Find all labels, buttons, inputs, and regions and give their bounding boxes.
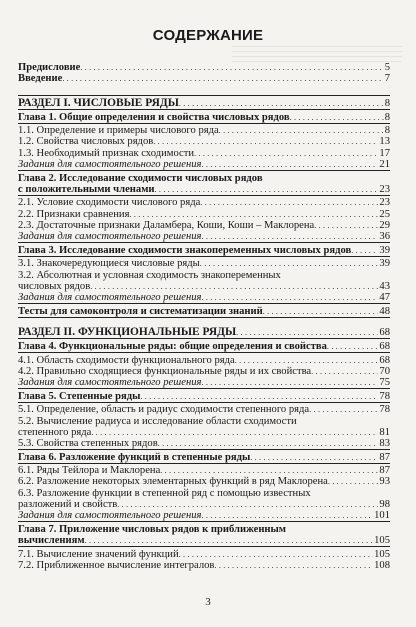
- divider: [18, 352, 390, 353]
- page-title: СОДЕРЖАНИЕ: [152, 27, 264, 44]
- bleed-through-text: [232, 42, 402, 62]
- toc-section-1[interactable]: РАЗДЕЛ I. ЧИСЛОВЫЕ РЯДЫ . . . 8: [18, 98, 390, 109]
- toc-item-5-3[interactable]: 5.3. Свойства степенных рядов . . . 83: [18, 438, 390, 449]
- toc-item-3-1[interactable]: 3.1. Знакочередующиеся числовые ряды . . . 39: [18, 258, 390, 269]
- divider: [18, 402, 390, 403]
- divider: [18, 109, 390, 110]
- toc-chapter-7[interactable]: Глава 7. Приложение числовых рядов к приближенным: [18, 523, 287, 535]
- toc-chapter-2-cont[interactable]: с положительными членами . . . 23: [18, 184, 390, 195]
- toc-chapter-3[interactable]: Глава 3. Исследование сходимости знакопеременных числовых рядов . . . 39: [18, 245, 390, 256]
- toc-chapter-6[interactable]: Глава 6. Разложение функций в степенные ряды . . . 87: [18, 452, 390, 463]
- toc-item-5-1[interactable]: 5.1. Определение, область и радиус сходимости степенного ряда . . . 78: [18, 404, 390, 415]
- toc-item-1-1[interactable]: 1.1. Определение и примеры числового ряда . . . 8: [18, 125, 390, 136]
- toc-item-6-3[interactable]: 6.3. Разложение функции в степенной ряд с помощью известных: [18, 487, 311, 499]
- toc-task-6[interactable]: Задания для самостоятельного решения . . . 101: [18, 510, 390, 521]
- toc-item-6-3-cont[interactable]: разложений и свойств . . . 98: [18, 499, 390, 510]
- divider: [18, 123, 390, 124]
- divider: [18, 242, 390, 243]
- divider: [18, 303, 390, 304]
- toc-chapter-1[interactable]: Глава 1. Общие определения и свойства числовых рядов . . . 8: [18, 112, 390, 123]
- toc-item-6-1[interactable]: 6.1. Ряды Тейлора и Маклорена . . . 87: [18, 465, 390, 476]
- toc-item-4-2[interactable]: 4.2. Правильно сходящиеся функциональные ряды и их свойства . . . 70: [18, 366, 390, 377]
- toc-entry-introduction[interactable]: Введение . . . 7: [18, 73, 390, 84]
- toc-item-1-3[interactable]: 1.3. Необходимый признак сходимости . . . 17: [18, 148, 390, 159]
- divider: [18, 256, 390, 257]
- table-of-contents: [18, 62, 390, 571]
- divider: [18, 521, 390, 522]
- divider: [18, 388, 390, 389]
- page-number: 3: [205, 596, 211, 608]
- toc-chapter-2[interactable]: Глава 2. Исследование сходимости числовых рядов: [18, 172, 263, 184]
- toc-item-2-1[interactable]: 2.1. Условие сходимости числового ряда . . . 23: [18, 197, 390, 208]
- toc-task-3[interactable]: Задания для самостоятельного решения . . . 47: [18, 292, 390, 303]
- toc-item-1-2[interactable]: 1.2. Свойства числовых рядов . . . 13: [18, 136, 390, 147]
- toc-tests[interactable]: Тесты для самоконтроля и систематизации знаний . . . 48: [18, 306, 390, 317]
- toc-item-2-2[interactable]: 2.2. Признаки сравнения . . . 25: [18, 209, 390, 220]
- toc-task-4[interactable]: Задания для самостоятельного решения . . . 75: [18, 377, 390, 388]
- divider: [18, 546, 390, 547]
- toc-item-7-1[interactable]: 7.1. Вычисление значений функций . . . 105: [18, 549, 390, 560]
- toc-chapter-4[interactable]: Глава 4. Функциональные ряды: общие определения и свойства . . . 68: [18, 341, 390, 352]
- divider: [18, 463, 390, 464]
- toc-item-5-2-cont[interactable]: степенного ряда . . . 81: [18, 427, 390, 438]
- toc-item-6-2[interactable]: 6.2. Разложение некоторых элементарных функций в ряд Маклорена . . . 93: [18, 477, 390, 488]
- toc-chapter-7-cont[interactable]: вычислениям . . . 105: [18, 535, 390, 546]
- divider: [18, 338, 390, 339]
- toc-item-7-2[interactable]: 7.2. Приближенное вычисление интегралов . . . 108: [18, 560, 390, 571]
- toc-entry-preface[interactable]: Предисловие . . . 5: [18, 62, 390, 73]
- toc-item-3-2[interactable]: 3.2. Абсолютная и условная сходимость знакопеременных: [18, 269, 281, 281]
- divider: [18, 195, 390, 196]
- toc-task-2[interactable]: Задания для самостоятельного решения . . . 36: [18, 231, 390, 242]
- toc-item-2-3[interactable]: 2.3. Достаточные признаки Даламбера, Коши, Коши – Маклорена . . . 29: [18, 220, 390, 231]
- divider: [18, 170, 390, 171]
- divider: [18, 449, 390, 450]
- toc-section-2[interactable]: РАЗДЕЛ II. ФУНКЦИОНАЛЬНЫЕ РЯДЫ . . . 68: [18, 327, 390, 338]
- toc-task-1[interactable]: Задания для самостоятельного решения . . . 21: [18, 159, 390, 170]
- toc-chapter-5[interactable]: Глава 5. Степенные ряды . . . 78: [18, 391, 390, 402]
- toc-item-3-2-cont[interactable]: числовых рядов . . . 43: [18, 281, 390, 292]
- divider: [18, 317, 390, 318]
- toc-item-4-1[interactable]: 4.1. Область сходимости функционального ряда . . . 68: [18, 355, 390, 366]
- toc-item-5-2[interactable]: 5.2. Вычисление радиуса и исследование области сходимости: [18, 415, 297, 427]
